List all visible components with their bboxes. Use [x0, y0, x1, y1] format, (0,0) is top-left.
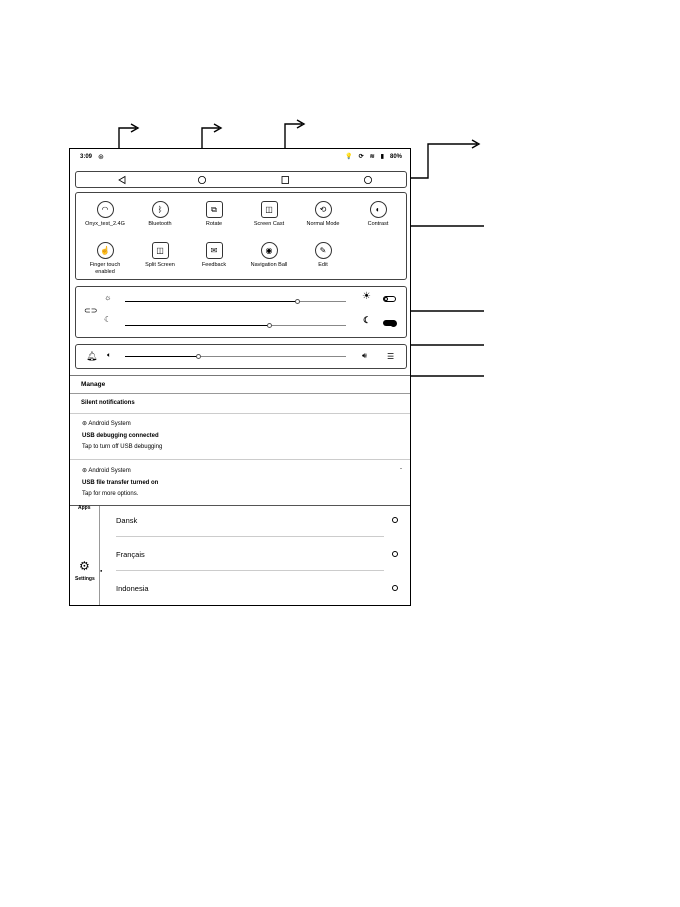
tile-label: Onyx_test_2.4G — [85, 221, 125, 227]
contrast-icon: ◐ — [370, 201, 387, 218]
selection-dot: ● — [100, 568, 103, 573]
radio-button[interactable] — [392, 517, 398, 523]
battery-icon: ▮ — [380, 154, 384, 160]
recents-icon[interactable] — [282, 177, 289, 184]
tile-rotate[interactable] — [189, 201, 239, 228]
equalizer-icon[interactable]: ☰ — [387, 352, 395, 361]
volume-slider[interactable] — [125, 354, 346, 360]
front-light-toggle[interactable] — [383, 296, 396, 302]
warm-light-slider[interactable] — [125, 323, 346, 329]
sync-icon: ⟳ — [358, 154, 364, 160]
radio-button[interactable] — [392, 551, 398, 557]
tile-split-screen[interactable] — [135, 242, 185, 269]
tile-wifi[interactable] — [80, 201, 130, 228]
language-label: Dansk — [116, 516, 138, 525]
language-label: Indonesia — [116, 584, 149, 593]
language-option[interactable] — [100, 574, 411, 606]
volume-high-icon: 🔊︎ — [362, 351, 368, 360]
screen-cast-icon: ◫ — [261, 201, 278, 218]
notification-shade — [70, 375, 411, 506]
tile-label: Rotate — [205, 221, 223, 227]
tile-label: Feedback — [201, 262, 227, 268]
slider-fill — [125, 325, 269, 326]
section-title: Silent notifications — [81, 400, 135, 406]
notification-app-name: Android System — [88, 421, 131, 427]
android-icon: ⊛ — [82, 468, 89, 474]
status-icons — [345, 153, 402, 160]
manage-button[interactable]: Manage — [81, 381, 106, 388]
tile-label: Finger touch — [89, 262, 121, 268]
slider-remaining — [198, 356, 346, 357]
warm-light-high-icon: ☾ — [363, 315, 372, 325]
slider-remaining — [269, 325, 346, 326]
notification-item[interactable] — [70, 460, 411, 504]
bluetooth-icon: ᛒ — [152, 201, 169, 218]
status-time: 3:09 — [80, 154, 93, 160]
nav-bar — [75, 171, 407, 188]
slider-fill — [125, 356, 198, 357]
notification-app — [82, 467, 131, 474]
language-label: Français — [116, 550, 145, 559]
rotate-icon: ⧉ — [206, 201, 223, 218]
toggle-knob — [390, 320, 397, 327]
background-app — [70, 505, 411, 606]
volume-low-icon: 🔈︎ — [107, 352, 112, 359]
tile-screen-cast[interactable] — [244, 201, 294, 228]
slider-knob[interactable] — [196, 354, 201, 359]
home-icon[interactable] — [198, 176, 205, 183]
language-option[interactable] — [100, 506, 411, 540]
tile-label: Contrast — [367, 221, 389, 227]
tile-bluetooth[interactable] — [135, 201, 185, 228]
tile-contrast[interactable] — [353, 201, 403, 228]
notification-title: USB debugging connected — [82, 433, 159, 439]
wifi-status-icon: ≋ — [369, 154, 375, 160]
android-icon: ⊛ — [82, 421, 89, 427]
volume-panel — [75, 344, 407, 369]
notification-app — [82, 420, 131, 427]
slider-remaining — [297, 301, 346, 302]
warm-light-low-icon: ☾ — [104, 315, 112, 324]
settings-label[interactable]: Settings — [75, 576, 95, 582]
tile-edit[interactable] — [298, 242, 348, 269]
refresh-mode-icon: ⟲ — [315, 201, 332, 218]
split-screen-icon: ◫ — [152, 242, 169, 259]
tile-label: Split Screen — [145, 262, 175, 268]
front-light-slider[interactable] — [125, 299, 346, 305]
tile-label: Navigation Ball — [250, 262, 288, 268]
notification-body: Tap to turn off USB debugging — [82, 444, 163, 450]
navigation-ball-icon: ◉ — [261, 242, 278, 259]
language-option[interactable] — [100, 540, 411, 574]
tile-label: Normal Mode — [306, 221, 340, 227]
toggle-knob — [384, 297, 388, 301]
apps-label[interactable]: Apps — [78, 505, 91, 511]
slider-knob[interactable] — [267, 323, 272, 328]
notification-body: Tap for more options. — [82, 491, 139, 497]
tile-finger-touch[interactable] — [80, 242, 130, 276]
link-icon[interactable]: ⊂⊃ — [84, 306, 98, 315]
tile-navigation-ball[interactable] — [244, 242, 294, 269]
light-panel — [75, 286, 407, 338]
battery-percent: 80% — [389, 153, 402, 160]
front-light-low-icon: ☼ — [104, 293, 112, 302]
bulb-icon: 💡 — [345, 154, 353, 160]
notification-item[interactable] — [70, 414, 411, 458]
tile-label-2: enabled — [95, 269, 115, 275]
bell-icon[interactable]: 🔔︎ — [86, 351, 98, 361]
feedback-icon: ✉ — [206, 242, 223, 259]
floating-ball-icon[interactable] — [364, 176, 371, 183]
tile-label: Bluetooth — [148, 221, 172, 227]
back-icon[interactable] — [119, 177, 125, 184]
device-screen — [69, 148, 411, 606]
tile-feedback[interactable] — [189, 242, 239, 269]
notification-title: USB file transfer turned on — [82, 480, 159, 486]
radio-button[interactable] — [392, 585, 398, 591]
finger-touch-icon: ☝ — [97, 242, 114, 259]
tile-label: Edit — [318, 262, 328, 268]
slider-knob[interactable] — [295, 299, 300, 304]
edit-icon: ✎ — [315, 242, 332, 259]
android-debug-icon: ⊛ — [98, 154, 104, 161]
notification-extra: - — [400, 466, 402, 472]
warm-light-toggle[interactable] — [383, 320, 396, 326]
quick-settings-panel — [75, 192, 407, 280]
tile-normal-mode[interactable] — [298, 201, 348, 228]
gear-icon[interactable]: ⚙ — [79, 559, 90, 573]
wifi-icon: ◠ — [97, 201, 114, 218]
front-light-high-icon: ☀ — [362, 291, 371, 302]
tile-label: Screen Cast — [253, 221, 285, 227]
slider-fill — [125, 301, 297, 302]
divider — [116, 536, 384, 537]
divider — [116, 570, 384, 571]
notification-app-name: Android System — [88, 468, 131, 474]
